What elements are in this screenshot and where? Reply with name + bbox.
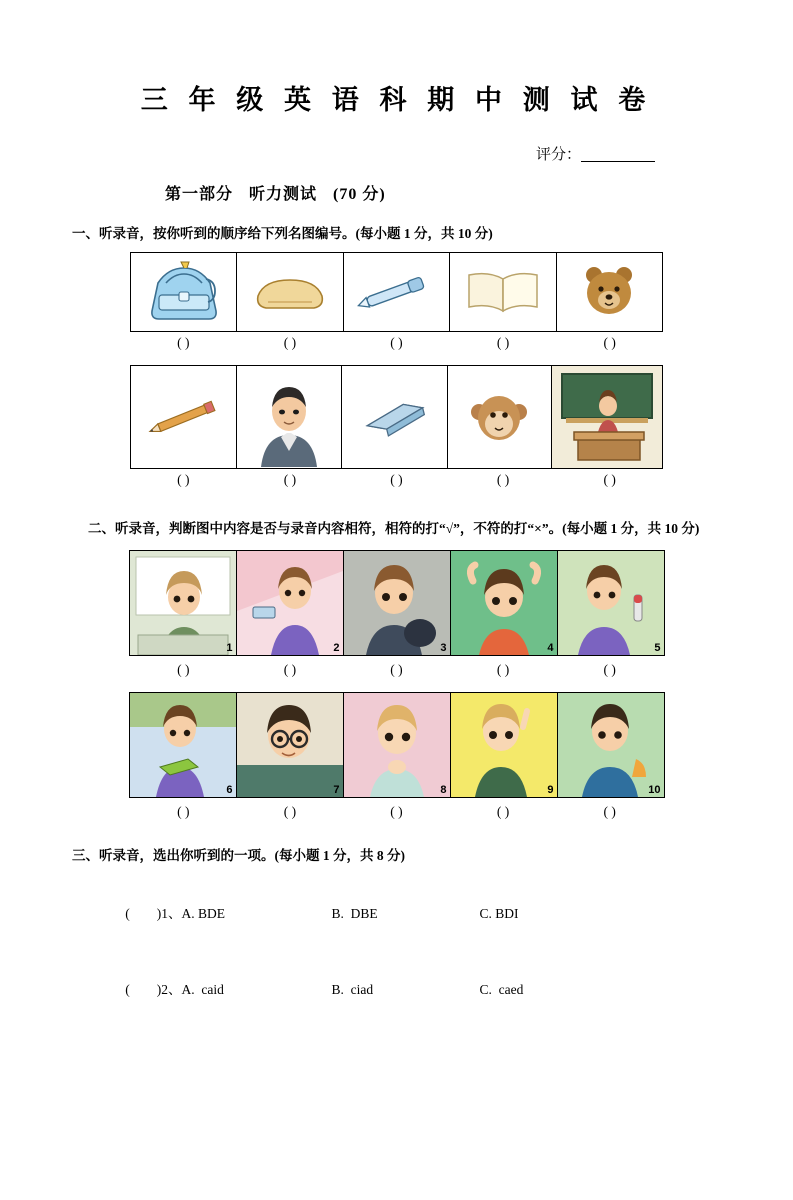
- question-3-heading: 三、听录音，选出你听到的一项。(每小题 1 分，共 8 分): [72, 847, 405, 863]
- answer-blank[interactable]: ( ): [177, 335, 190, 350]
- option-c[interactable]: C. BDI: [479, 905, 519, 921]
- bear-icon: [557, 253, 662, 331]
- bread-icon: [237, 253, 342, 331]
- picture-number: 7: [333, 783, 340, 796]
- q1-cell-10: [551, 366, 662, 469]
- q1-picture-row-1: [130, 252, 663, 332]
- man-teacher-icon: [237, 366, 341, 468]
- answer-blank[interactable]: ( ): [603, 661, 616, 677]
- q2-cell-4: [450, 550, 557, 655]
- item-number: 2、: [161, 981, 182, 997]
- option-a[interactable]: A. BDE: [181, 905, 225, 921]
- q2-cell-10: [557, 692, 664, 797]
- answer-blank[interactable]: ( ): [390, 661, 403, 677]
- q2-cell-2: [236, 550, 343, 655]
- q2-picture-row-1: [129, 550, 665, 656]
- answer-blank[interactable]: ( ): [496, 472, 510, 487]
- q2-picture-row-2: [129, 692, 665, 798]
- girl-with-bag-icon: [344, 551, 450, 655]
- q1-cell-3: [343, 253, 449, 332]
- q1-cell-5: [556, 253, 662, 332]
- answer-blank[interactable]: ( ): [603, 335, 616, 350]
- boy-holding-pen-icon: [558, 551, 664, 655]
- answer-blank[interactable]: ( ): [125, 905, 162, 921]
- picture-number: 3: [440, 641, 447, 654]
- open-book-icon: [450, 253, 555, 331]
- question-2-heading: 二、听录音，判断图中内容是否与录音内容相符，相符的打“√”，不符的打“×”。(每小题 1 分，共 10 分): [88, 521, 700, 536]
- pencil-icon: [131, 366, 236, 468]
- q1-cell-9: [447, 366, 551, 469]
- boy-with-glasses-icon: [237, 693, 343, 797]
- answer-blank[interactable]: ( ): [125, 981, 162, 997]
- q1-answer-row-1: [130, 335, 663, 351]
- exam-page: [0, 78, 793, 1200]
- page-title: 三 年 级 英 语 科 期 中 测 试 卷: [140, 85, 653, 115]
- option-b[interactable]: B. DBE: [331, 905, 378, 921]
- boy-with-book-icon: [130, 693, 236, 797]
- q1-cell-8: [341, 366, 447, 469]
- q1-cell-4: [450, 253, 556, 332]
- item-number: 1、: [161, 905, 182, 921]
- answer-blank[interactable]: ( ): [496, 803, 510, 819]
- q2-answer-row-1: [130, 662, 663, 678]
- answer-blank[interactable]: ( ): [177, 472, 190, 487]
- boy-with-eraser-icon: [237, 551, 343, 655]
- q2-cell-3: [343, 550, 450, 655]
- part-one-heading: [0, 181, 793, 204]
- q1-answer-row-2: [130, 472, 663, 488]
- q2-answer-row-2: [130, 804, 663, 820]
- option-b[interactable]: B. ciad: [331, 981, 374, 997]
- picture-number: 1: [226, 641, 233, 654]
- answer-blank[interactable]: ( ): [390, 335, 403, 350]
- monkey-icon: [448, 366, 551, 468]
- picture-number: 9: [547, 783, 554, 796]
- answer-blank[interactable]: ( ): [496, 335, 510, 350]
- girl-pointing-icon: [451, 693, 557, 797]
- picture-number: 8: [440, 783, 447, 796]
- score-blank: [581, 161, 655, 162]
- answer-blank[interactable]: ( ): [496, 661, 510, 677]
- answer-blank[interactable]: ( ): [283, 661, 297, 677]
- score-label: 评分：: [535, 147, 581, 163]
- part-one-label: 第一部分: [165, 186, 234, 203]
- answer-blank[interactable]: ( ): [603, 803, 616, 819]
- q2-cell-9: [450, 692, 557, 797]
- q2-cell-1: [129, 550, 236, 655]
- q2-cell-8: [343, 692, 450, 797]
- answer-blank[interactable]: ( ): [390, 472, 403, 487]
- girl-clapping-icon: [344, 693, 450, 797]
- girl-writing-icon: [130, 551, 236, 655]
- pen-icon: [344, 253, 449, 331]
- picture-number: 2: [333, 641, 340, 654]
- question-1-heading: 一、听录音，按你听到的顺序给下列名图编号。(每小题 1 分，共 10 分): [72, 226, 493, 241]
- q1-cell-1: [131, 253, 237, 332]
- answer-blank[interactable]: ( ): [177, 803, 190, 819]
- teacher-at-blackboard-icon: [552, 366, 662, 468]
- q3-item-2: [105, 962, 793, 1014]
- part-one-points: (70 分): [333, 186, 386, 203]
- girl-raising-hands-icon: [451, 551, 557, 655]
- boy-with-backpack-icon: [558, 693, 664, 797]
- q1-picture-row-2: [130, 365, 663, 469]
- part-one-name: 听力测试: [249, 186, 318, 203]
- q2-cell-7: [236, 692, 343, 797]
- q3-item-1: [105, 886, 793, 938]
- answer-blank[interactable]: ( ): [283, 803, 297, 819]
- q2-cell-6: [129, 692, 236, 797]
- picture-number: 6: [226, 783, 233, 796]
- option-c[interactable]: C. caed: [479, 981, 524, 997]
- q2-cell-5: [557, 550, 664, 655]
- option-a[interactable]: A. caid: [181, 981, 224, 997]
- picture-number: 5: [654, 641, 661, 654]
- answer-blank[interactable]: ( ): [603, 472, 616, 487]
- answer-blank[interactable]: ( ): [283, 335, 297, 350]
- answer-blank[interactable]: ( ): [390, 803, 403, 819]
- schoolbag-icon: [131, 253, 236, 331]
- q1-cell-6: [131, 366, 237, 469]
- q3-choices: [0, 886, 793, 1014]
- q1-cell-7: [236, 366, 341, 469]
- answer-blank[interactable]: ( ): [283, 472, 297, 487]
- q1-cell-2: [237, 253, 343, 332]
- score-line: [0, 143, 793, 164]
- eraser-icon: [342, 366, 447, 468]
- picture-number: 4: [547, 641, 554, 654]
- picture-number: 10: [648, 783, 661, 796]
- answer-blank[interactable]: ( ): [177, 661, 190, 677]
